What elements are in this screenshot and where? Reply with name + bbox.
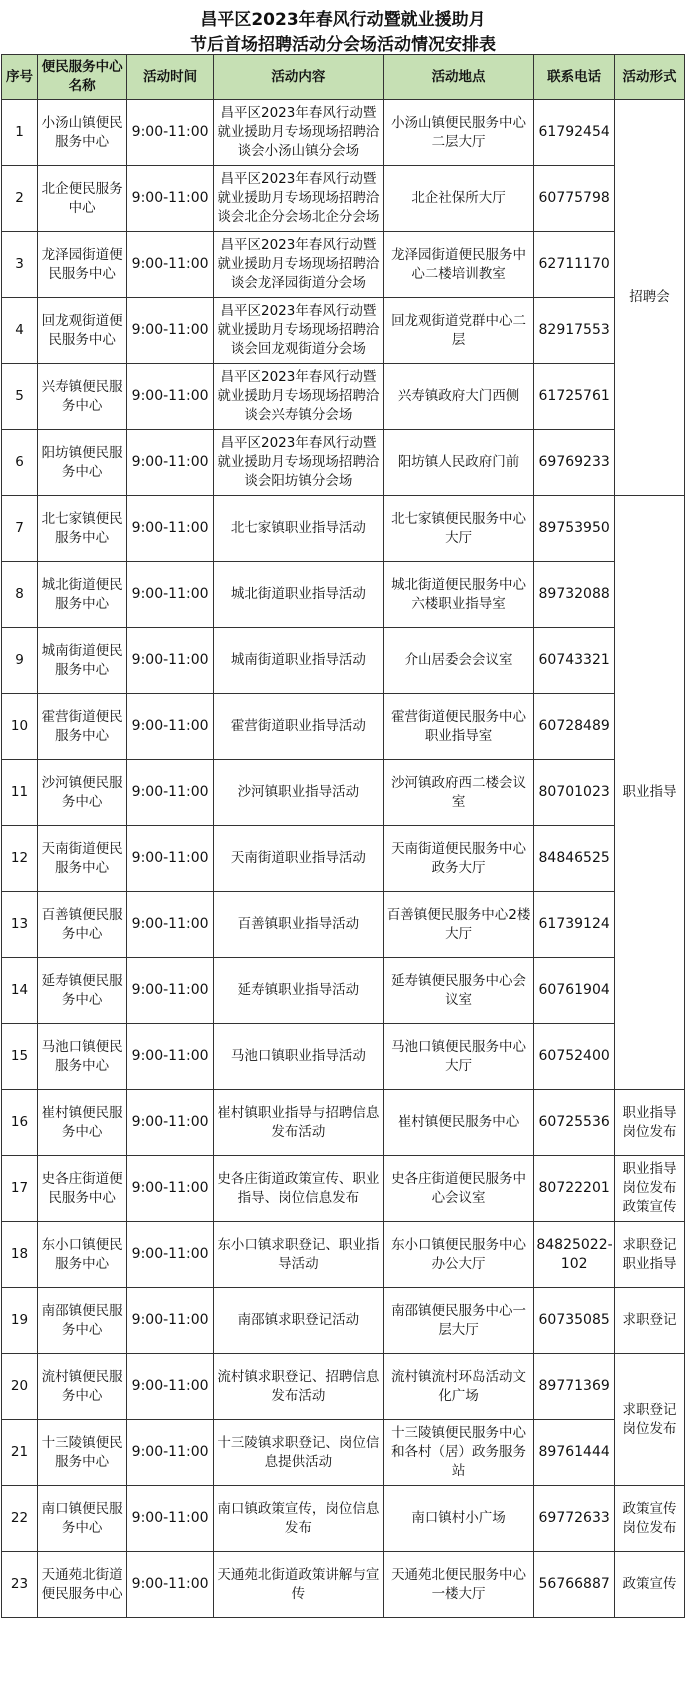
- cell-center: 北七家镇便民服务中心: [38, 496, 127, 562]
- table-row: [2, 958, 685, 1024]
- cell-center: 马池口镇便民服务中心: [38, 1024, 127, 1090]
- table-row: [2, 1354, 685, 1420]
- table-row: [2, 1090, 685, 1156]
- cell-content: 城北街道职业指导活动: [214, 562, 384, 628]
- cell-content: 天南街道职业指导活动: [214, 826, 384, 892]
- cell-phone: 80722201: [534, 1156, 615, 1222]
- cell-center: 沙河镇便民服务中心: [38, 760, 127, 826]
- cell-content: 城南街道职业指导活动: [214, 628, 384, 694]
- cell-location: 城北街道便民服务中心六楼职业指导室: [383, 562, 534, 628]
- cell-no: 1: [2, 100, 38, 166]
- cell-location: 沙河镇政府西二楼会议室: [383, 760, 534, 826]
- cell-phone: 62711170: [534, 232, 615, 298]
- cell-content: 百善镇职业指导活动: [214, 892, 384, 958]
- table-row: [2, 1486, 685, 1552]
- cell-location: 北企社保所大厅: [383, 166, 534, 232]
- cell-content: 北七家镇职业指导活动: [214, 496, 384, 562]
- cell-location: 龙泽园街道便民服务中心二楼培训教室: [383, 232, 534, 298]
- cell-phone: 56766887: [534, 1552, 615, 1618]
- cell-no: 18: [2, 1222, 38, 1288]
- cell-no: 22: [2, 1486, 38, 1552]
- cell-form-guidance: 职业指导: [614, 496, 684, 1090]
- cell-center: 天通苑北街道便民服务中心: [38, 1552, 127, 1618]
- table-row: [2, 298, 685, 364]
- cell-phone: 60761904: [534, 958, 615, 1024]
- cell-location: 东小口镇便民服务中心办公大厅: [383, 1222, 534, 1288]
- cell-center: 崔村镇便民服务中心: [38, 1090, 127, 1156]
- cell-location: 介山居委会会议室: [383, 628, 534, 694]
- cell-content: 沙河镇职业指导活动: [214, 760, 384, 826]
- header-time: 活动时间: [127, 55, 214, 100]
- cell-location: 南口镇村小广场: [383, 1486, 534, 1552]
- cell-time: 9:00-11:00: [127, 430, 214, 496]
- cell-time: 9:00-11:00: [127, 232, 214, 298]
- cell-content: 昌平区2023年春风行动暨就业援助月专场现场招聘洽谈会兴寿镇分会场: [214, 364, 384, 430]
- table-row: [2, 496, 685, 562]
- cell-content: 崔村镇职业指导与招聘信息发布活动: [214, 1090, 384, 1156]
- cell-time: 9:00-11:00: [127, 958, 214, 1024]
- cell-content: 昌平区2023年春风行动暨就业援助月专场现场招聘洽谈会阳坊镇分会场: [214, 430, 384, 496]
- cell-phone: 80701023: [534, 760, 615, 826]
- cell-phone: 60743321: [534, 628, 615, 694]
- cell-time: 9:00-11:00: [127, 628, 214, 694]
- cell-no: 5: [2, 364, 38, 430]
- cell-time: 9:00-11:00: [127, 1222, 214, 1288]
- cell-center: 十三陵镇便民服务中心: [38, 1420, 127, 1486]
- cell-time: 9:00-11:00: [127, 100, 214, 166]
- cell-phone: 69772633: [534, 1486, 615, 1552]
- header-row: [2, 55, 685, 100]
- cell-location: 兴寿镇政府大门西侧: [383, 364, 534, 430]
- cell-center: 兴寿镇便民服务中心: [38, 364, 127, 430]
- table-row: [2, 694, 685, 760]
- title-line-1: 昌平区2023年春风行动暨就业援助月: [200, 10, 486, 30]
- cell-phone: 89732088: [534, 562, 615, 628]
- table-row: [2, 760, 685, 826]
- cell-no: 21: [2, 1420, 38, 1486]
- cell-center: 回龙观街道便民服务中心: [38, 298, 127, 364]
- table-row: [2, 1288, 685, 1354]
- cell-form: 职业指导岗位发布政策宣传: [614, 1156, 684, 1222]
- cell-time: 9:00-11:00: [127, 826, 214, 892]
- cell-phone: 89761444: [534, 1420, 615, 1486]
- cell-content: 东小口镇求职登记、职业指导活动: [214, 1222, 384, 1288]
- cell-content: 天通苑北街道政策讲解与宣传: [214, 1552, 384, 1618]
- cell-center: 史各庄街道便民服务中心: [38, 1156, 127, 1222]
- header-center: 便民服务中心名称: [38, 55, 127, 100]
- cell-location: 阳坊镇人民政府门前: [383, 430, 534, 496]
- cell-center: 城北街道便民服务中心: [38, 562, 127, 628]
- cell-no: 20: [2, 1354, 38, 1420]
- cell-phone: 61792454: [534, 100, 615, 166]
- cell-phone: 89753950: [534, 496, 615, 562]
- cell-location: 百善镇便民服务中心2楼大厅: [383, 892, 534, 958]
- cell-no: 19: [2, 1288, 38, 1354]
- cell-phone: 60725536: [534, 1090, 615, 1156]
- cell-form: 职业指导岗位发布: [614, 1090, 684, 1156]
- cell-form: 求职登记岗位发布: [614, 1354, 684, 1486]
- cell-no: 16: [2, 1090, 38, 1156]
- cell-form: 求职登记职业指导: [614, 1222, 684, 1288]
- table-row: [2, 1552, 685, 1618]
- cell-center: 龙泽园街道便民服务中心: [38, 232, 127, 298]
- cell-no: 10: [2, 694, 38, 760]
- cell-content: 昌平区2023年春风行动暨就业援助月专场现场招聘洽谈会小汤山镇分会场: [214, 100, 384, 166]
- cell-form: 政策宣传: [614, 1552, 684, 1618]
- cell-no: 13: [2, 892, 38, 958]
- cell-time: 9:00-11:00: [127, 892, 214, 958]
- cell-no: 14: [2, 958, 38, 1024]
- cell-content: 延寿镇职业指导活动: [214, 958, 384, 1024]
- header-form: 活动形式: [614, 55, 684, 100]
- cell-no: 23: [2, 1552, 38, 1618]
- table-row: [2, 628, 685, 694]
- cell-no: 8: [2, 562, 38, 628]
- cell-phone: 61725761: [534, 364, 615, 430]
- cell-time: 9:00-11:00: [127, 694, 214, 760]
- table-row: [2, 1156, 685, 1222]
- cell-phone: 60735085: [534, 1288, 615, 1354]
- cell-center: 延寿镇便民服务中心: [38, 958, 127, 1024]
- cell-content: 南邵镇求职登记活动: [214, 1288, 384, 1354]
- cell-location: 天通苑北便民服务中心一楼大厅: [383, 1552, 534, 1618]
- table-row: [2, 1420, 685, 1486]
- cell-time: 9:00-11:00: [127, 166, 214, 232]
- header-phone: 联系电话: [534, 55, 615, 100]
- cell-time: 9:00-11:00: [127, 1552, 214, 1618]
- cell-time: 9:00-11:00: [127, 1156, 214, 1222]
- cell-phone: 89771369: [534, 1354, 615, 1420]
- cell-time: 9:00-11:00: [127, 1420, 214, 1486]
- table-row: [2, 1222, 685, 1288]
- header-no: 序号: [2, 55, 38, 100]
- cell-center: 霍营街道便民服务中心: [38, 694, 127, 760]
- cell-phone: 60728489: [534, 694, 615, 760]
- cell-phone: 69769233: [534, 430, 615, 496]
- cell-time: 9:00-11:00: [127, 364, 214, 430]
- cell-time: 9:00-11:00: [127, 496, 214, 562]
- cell-content: 霍营街道职业指导活动: [214, 694, 384, 760]
- cell-center: 南邵镇便民服务中心: [38, 1288, 127, 1354]
- cell-center: 小汤山镇便民服务中心: [38, 100, 127, 166]
- cell-location: 北七家镇便民服务中心大厅: [383, 496, 534, 562]
- cell-no: 12: [2, 826, 38, 892]
- cell-center: 北企便民服务中心: [38, 166, 127, 232]
- cell-form: 政策宣传岗位发布: [614, 1486, 684, 1552]
- cell-no: 4: [2, 298, 38, 364]
- cell-location: 南邵镇便民服务中心一层大厅: [383, 1288, 534, 1354]
- cell-time: 9:00-11:00: [127, 1486, 214, 1552]
- cell-phone: 60752400: [534, 1024, 615, 1090]
- cell-location: 流村镇流村环岛活动文化广场: [383, 1354, 534, 1420]
- table-row: [2, 364, 685, 430]
- cell-center: 城南街道便民服务中心: [38, 628, 127, 694]
- cell-location: 延寿镇便民服务中心会议室: [383, 958, 534, 1024]
- table-row: [2, 166, 685, 232]
- cell-form: 求职登记: [614, 1288, 684, 1354]
- cell-time: 9:00-11:00: [127, 298, 214, 364]
- cell-no: 9: [2, 628, 38, 694]
- cell-location: 回龙观街道党群中心二层: [383, 298, 534, 364]
- cell-no: 7: [2, 496, 38, 562]
- cell-center: 东小口镇便民服务中心: [38, 1222, 127, 1288]
- cell-no: 3: [2, 232, 38, 298]
- cell-phone: 60775798: [534, 166, 615, 232]
- cell-phone: 84825022-102: [534, 1222, 615, 1288]
- cell-no: 11: [2, 760, 38, 826]
- table-row: [2, 562, 685, 628]
- cell-location: 天南街道便民服务中心政务大厅: [383, 826, 534, 892]
- cell-center: 阳坊镇便民服务中心: [38, 430, 127, 496]
- cell-location: 十三陵镇便民服务中心和各村（居）政务服务站: [383, 1420, 534, 1486]
- cell-form-recruit: 招聘会: [614, 100, 684, 496]
- schedule-table: [1, 54, 685, 1618]
- cell-time: 9:00-11:00: [127, 1354, 214, 1420]
- table-row: [2, 100, 685, 166]
- table-row: [2, 1024, 685, 1090]
- cell-center: 百善镇便民服务中心: [38, 892, 127, 958]
- header-location: 活动地点: [383, 55, 534, 100]
- cell-location: 崔村镇便民服务中心: [383, 1090, 534, 1156]
- cell-location: 马池口镇便民服务中心大厅: [383, 1024, 534, 1090]
- table-row: [2, 826, 685, 892]
- title-line-2: 节后首场招聘活动分会场活动情况安排表: [190, 35, 496, 55]
- cell-no: 6: [2, 430, 38, 496]
- cell-location: 小汤山镇便民服务中心二层大厅: [383, 100, 534, 166]
- cell-time: 9:00-11:00: [127, 1090, 214, 1156]
- cell-center: 南口镇便民服务中心: [38, 1486, 127, 1552]
- cell-phone: 61739124: [534, 892, 615, 958]
- cell-location: 霍营街道便民服务中心职业指导室: [383, 694, 534, 760]
- cell-time: 9:00-11:00: [127, 1288, 214, 1354]
- table-row: [2, 892, 685, 958]
- table-row: [2, 232, 685, 298]
- cell-no: 17: [2, 1156, 38, 1222]
- cell-center: 流村镇便民服务中心: [38, 1354, 127, 1420]
- cell-no: 15: [2, 1024, 38, 1090]
- cell-phone: 82917553: [534, 298, 615, 364]
- header-content: 活动内容: [214, 55, 384, 100]
- cell-content: 南口镇政策宣传，岗位信息发布: [214, 1486, 384, 1552]
- cell-phone: 84846525: [534, 826, 615, 892]
- cell-content: 昌平区2023年春风行动暨就业援助月专场现场招聘洽谈会龙泽园街道分会场: [214, 232, 384, 298]
- page-title: [0, 0, 686, 54]
- cell-content: 史各庄街道政策宣传、职业指导、岗位信息发布: [214, 1156, 384, 1222]
- table-row: [2, 430, 685, 496]
- cell-no: 2: [2, 166, 38, 232]
- cell-center: 天南街道便民服务中心: [38, 826, 127, 892]
- cell-content: 流村镇求职登记、招聘信息发布活动: [214, 1354, 384, 1420]
- cell-time: 9:00-11:00: [127, 760, 214, 826]
- cell-content: 马池口镇职业指导活动: [214, 1024, 384, 1090]
- cell-time: 9:00-11:00: [127, 562, 214, 628]
- cell-time: 9:00-11:00: [127, 1024, 214, 1090]
- cell-content: 十三陵镇求职登记、岗位信息提供活动: [214, 1420, 384, 1486]
- cell-content: 昌平区2023年春风行动暨就业援助月专场现场招聘洽谈会回龙观街道分会场: [214, 298, 384, 364]
- cell-content: 昌平区2023年春风行动暨就业援助月专场现场招聘洽谈会北企分会场北企分会场: [214, 166, 384, 232]
- cell-location: 史各庄街道便民服务中心会议室: [383, 1156, 534, 1222]
